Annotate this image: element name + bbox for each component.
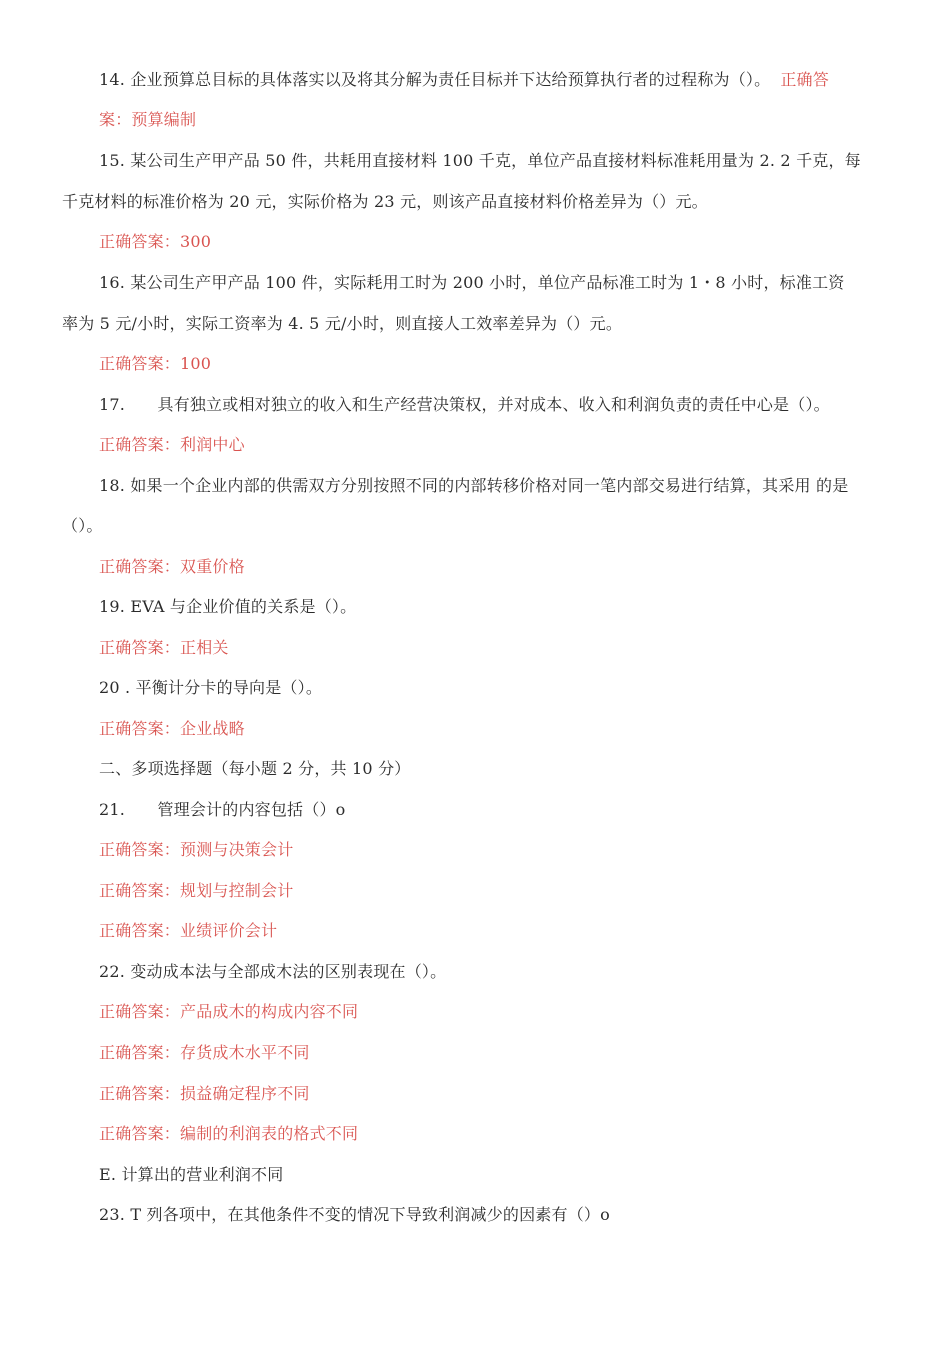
question-18-line-2: （）。 — [62, 516, 103, 535]
question-23: 23. T 列各项中，在其他条件不变的情况下导致利润减少的因素有（）o — [99, 1205, 610, 1224]
question-22: 22. 变动成本法与全部成木法的区别表现在（）。 — [99, 962, 447, 981]
question-17: 17. 具有独立或相对独立的收入和生产经营决策权，并对成本、收入和利润负责的责任中心是（）。 — [99, 395, 830, 414]
answer-14: 案：预算编制 — [99, 110, 197, 129]
answer-22-b: 正确答案：存货成木水平不同 — [99, 1043, 310, 1062]
answer-18: 正确答案：双重价格 — [99, 557, 245, 576]
question-20: 20 . 平衡计分卡的导向是（）。 — [99, 678, 323, 697]
answer-15: 正确答案：300 — [99, 232, 212, 251]
question-21: 21. 管理会计的内容包括（）o — [99, 800, 346, 819]
question-15-line-2: 千克材料的标准价格为 20 元，实际价格为 23 元，则该产品直接材料价格差异为（）元。 — [62, 192, 708, 211]
answer-22-a: 正确答案：产品成木的构成内容不同 — [99, 1002, 359, 1021]
answer-22-d: 正确答案：编制的利润表的格式不同 — [99, 1124, 359, 1143]
question-16-line-1: 16. 某公司生产甲产品 100 件，实际耗用工时为 200 小时，单位产品标准工时为 1・8 小时，标准工资 — [99, 273, 845, 292]
question-19: 19. EVA 与企业价值的关系是（）。 — [99, 597, 357, 616]
answer-20: 正确答案：企业战略 — [99, 719, 245, 738]
answer-21-c: 正确答案：业绩评价会计 — [99, 921, 278, 940]
answer-21-b: 正确答案：规划与控制会计 — [99, 881, 294, 900]
question-14-text: 14. 企业预算总目标的具体落实以及将其分解为责任目标并下达给预算执行者的过程称为（）。 — [99, 70, 771, 89]
option-22-e: E. 计算出的营业利润不同 — [99, 1165, 284, 1184]
answer-16: 正确答案：100 — [99, 354, 212, 373]
answer-21-a: 正确答案：预测与决策会计 — [99, 840, 294, 859]
answer-22-c: 正确答案：损益确定程序不同 — [99, 1084, 310, 1103]
question-15-line-1: 15. 某公司生产甲产品 50 件，共耗用直接材料 100 千克，单位产品直接材料标准耗用量为 2. 2 千克，每 — [99, 151, 861, 170]
section-heading-multiple-choice: 二、多项选择题（每小题 2 分，共 10 分） — [99, 759, 411, 778]
question-14-answer-prefix: 正确答 — [780, 70, 829, 89]
question-18-line-1: 18. 如果一个企业内部的供需双方分别按照不同的内部转移价格对同一笔内部交易进行结算，其采用 的是 — [99, 476, 849, 495]
answer-19: 正确答案：正相关 — [99, 638, 229, 657]
answer-17: 正确答案：利润中心 — [99, 435, 245, 454]
question-14 — [99, 70, 829, 90]
question-16-line-2: 率为 5 元/小时，实际工资率为 4. 5 元/小时，则直接人工效率差异为（）元。 — [62, 314, 623, 333]
